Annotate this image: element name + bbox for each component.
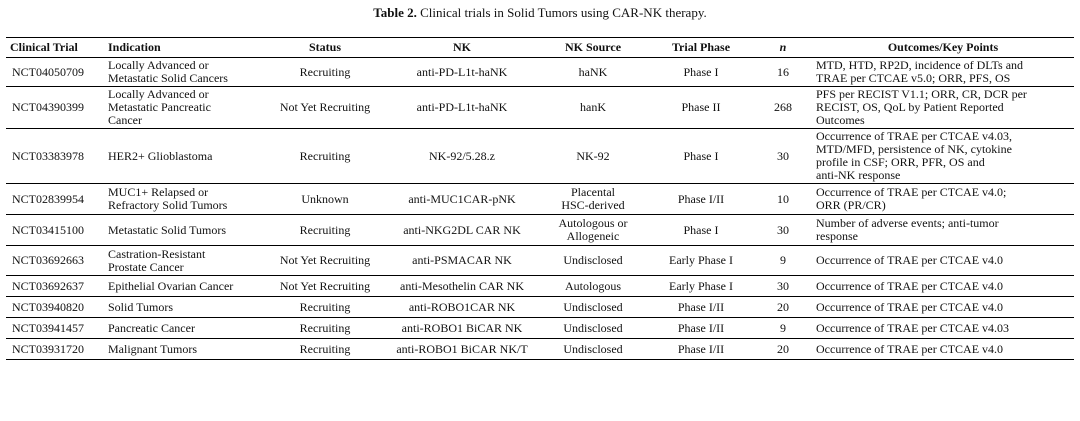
cell-outcomes: MTD, HTD, RP2D, incidence of DLTs and TRAE per CTCAE v5.0; ORR, PFS, OS bbox=[816, 58, 1024, 85]
cell-trial-phase: Phase I bbox=[683, 148, 719, 163]
cell-nk-source: Undisclosed bbox=[563, 299, 623, 314]
cell-n: 10 bbox=[777, 191, 789, 206]
cell-clinical-trial: NCT03415100 bbox=[12, 222, 84, 237]
cell-trial-phase: Phase I bbox=[683, 222, 719, 237]
cell-n: 16 bbox=[777, 64, 789, 79]
cell-nk-source: Undisclosed bbox=[563, 320, 623, 335]
cell-nk-source: Placental HSC-derived bbox=[561, 185, 625, 212]
table-row bbox=[6, 339, 1074, 360]
cell-nk: NK-92/5.28.z bbox=[429, 148, 495, 163]
table-caption bbox=[0, 6, 1080, 26]
cell-status: Recruiting bbox=[299, 222, 351, 237]
cell-trial-phase: Phase I/II bbox=[677, 299, 725, 314]
cell-nk: anti-ROBO1CAR NK bbox=[408, 299, 516, 314]
cell-status: Not Yet Recruiting bbox=[279, 100, 371, 114]
table-row bbox=[6, 297, 1074, 318]
table-row bbox=[6, 246, 1074, 276]
cell-outcomes: Occurrence of TRAE per CTCAE v4.03, MTD/MFD, persistence of NK, cytokine profile in CSF; ORR, PFR, OS and anti-NK response bbox=[816, 129, 1013, 182]
cell-status: Recruiting bbox=[299, 64, 351, 79]
cell-outcomes: Number of adverse events; anti-tumor response bbox=[816, 216, 999, 243]
header-n: n bbox=[779, 40, 787, 54]
cell-nk: anti-ROBO1 BiCAR NK bbox=[401, 320, 523, 335]
header-outcomes: Outcomes/Key Points bbox=[887, 40, 999, 54]
cell-status: Recruiting bbox=[299, 341, 351, 356]
cell-indication: HER2+ Glioblastoma bbox=[108, 148, 213, 163]
table-row bbox=[6, 184, 1074, 215]
cell-indication: MUC1+ Relapsed or Refractory Solid Tumors bbox=[108, 185, 228, 212]
cell-clinical-trial: NCT03692663 bbox=[12, 253, 84, 267]
cell-outcomes: Occurrence of TRAE per CTCAE v4.0 bbox=[816, 341, 1004, 356]
header-nk: NK bbox=[453, 40, 471, 54]
cell-status: Recruiting bbox=[299, 148, 351, 163]
cell-indication: Metastatic Solid Tumors bbox=[108, 222, 227, 237]
table-row bbox=[6, 318, 1074, 339]
cell-n: 20 bbox=[777, 299, 789, 314]
table-row bbox=[6, 215, 1074, 246]
cell-n: 268 bbox=[774, 100, 792, 114]
cell-n: 30 bbox=[777, 278, 789, 293]
cell-trial-phase: Phase I/II bbox=[677, 191, 725, 206]
cell-nk-source: hanK bbox=[580, 100, 606, 114]
header-trial-phase: Trial Phase bbox=[671, 40, 731, 54]
cell-outcomes: Occurrence of TRAE per CTCAE v4.03 bbox=[816, 320, 1010, 335]
cell-trial-phase: Phase I bbox=[683, 64, 719, 79]
cell-status: Not Yet Recruiting bbox=[279, 253, 371, 267]
header-indication: Indication bbox=[108, 40, 161, 54]
cell-trial-phase: Phase I/II bbox=[677, 320, 725, 335]
table-row bbox=[6, 276, 1074, 297]
header-status: Status bbox=[308, 40, 341, 54]
cell-indication: Epithelial Ovarian Cancer bbox=[108, 278, 234, 293]
header-row bbox=[6, 38, 1074, 58]
cell-status: Unknown bbox=[301, 191, 349, 206]
cell-status: Not Yet Recruiting bbox=[279, 278, 371, 293]
cell-nk-source: Undisclosed bbox=[563, 341, 623, 356]
cell-indication: Malignant Tumors bbox=[108, 341, 198, 356]
cell-trial-phase: Phase II bbox=[681, 100, 721, 114]
cell-outcomes: Occurrence of TRAE per CTCAE v4.0; ORR (PR/CR) bbox=[816, 185, 1007, 212]
cell-nk-source: NK-92 bbox=[576, 148, 610, 163]
cell-outcomes: PFS per RECIST V1.1; ORR, CR, DCR per RECIST, OS, QoL by Patient Reported Outcomes bbox=[816, 87, 1027, 127]
cell-nk: anti-ROBO1 BiCAR NK/T bbox=[396, 341, 528, 356]
cell-indication: Locally Advanced or Metastatic Pancreatic Cancer bbox=[108, 87, 211, 127]
cell-clinical-trial: NCT03692637 bbox=[12, 278, 84, 293]
cell-trial-phase: Phase I/II bbox=[677, 341, 725, 356]
cell-outcomes: Occurrence of TRAE per CTCAE v4.0 bbox=[816, 253, 1004, 267]
cell-status: Recruiting bbox=[299, 299, 351, 314]
cell-trial-phase: Early Phase I bbox=[669, 278, 733, 293]
cell-indication: Solid Tumors bbox=[108, 299, 174, 314]
cell-clinical-trial: NCT04050709 bbox=[12, 64, 84, 79]
cell-indication: Castration-Resistant Prostate Cancer bbox=[108, 246, 206, 274]
cell-nk-source: Undisclosed bbox=[563, 253, 623, 267]
cell-n: 30 bbox=[777, 148, 789, 163]
cell-nk-source: haNK bbox=[578, 64, 608, 79]
table-row bbox=[6, 87, 1074, 129]
cell-nk: anti-PD-L1t-haNK bbox=[416, 64, 508, 79]
header-nk-source: NK Source bbox=[564, 40, 622, 54]
cell-clinical-trial: NCT03941457 bbox=[12, 320, 84, 335]
caption-label: Table 2. bbox=[373, 5, 417, 20]
cell-status: Recruiting bbox=[299, 320, 351, 335]
cell-clinical-trial: NCT04390399 bbox=[12, 100, 84, 114]
table-row bbox=[6, 58, 1074, 87]
cell-n: 20 bbox=[777, 341, 789, 356]
cell-n: 30 bbox=[777, 222, 789, 237]
table-row bbox=[6, 129, 1074, 184]
cell-n: 9 bbox=[780, 320, 786, 335]
cell-n: 9 bbox=[780, 253, 786, 267]
cell-indication: Pancreatic Cancer bbox=[108, 320, 195, 335]
cell-nk-source: Autologous or Allogeneic bbox=[558, 216, 628, 243]
cell-clinical-trial: NCT02839954 bbox=[12, 191, 84, 206]
cell-outcomes: Occurrence of TRAE per CTCAE v4.0 bbox=[816, 299, 1004, 314]
caption-text: Clinical trials in Solid Tumors using CAR-NK therapy. bbox=[416, 5, 707, 20]
cell-nk: anti-Mesothelin CAR NK bbox=[400, 278, 524, 293]
cell-clinical-trial: NCT03383978 bbox=[12, 148, 84, 163]
clinical-trials-table bbox=[6, 37, 1074, 360]
cell-outcomes: Occurrence of TRAE per CTCAE v4.0 bbox=[816, 278, 1004, 293]
header-clinical-trial: Clinical Trial bbox=[10, 40, 78, 54]
cell-nk: anti-PD-L1t-haNK bbox=[416, 100, 508, 114]
cell-nk-source: Autologous bbox=[564, 278, 621, 293]
cell-nk: anti-PSMACAR NK bbox=[412, 253, 512, 267]
cell-indication: Locally Advanced or Metastatic Solid Cancers bbox=[108, 58, 228, 85]
cell-clinical-trial: NCT03940820 bbox=[12, 299, 84, 314]
cell-nk: anti-NKG2DL CAR NK bbox=[403, 222, 521, 237]
cell-nk: anti-MUC1CAR-pNK bbox=[408, 191, 516, 206]
cell-trial-phase: Early Phase I bbox=[669, 253, 733, 267]
cell-clinical-trial: NCT03931720 bbox=[12, 341, 84, 356]
